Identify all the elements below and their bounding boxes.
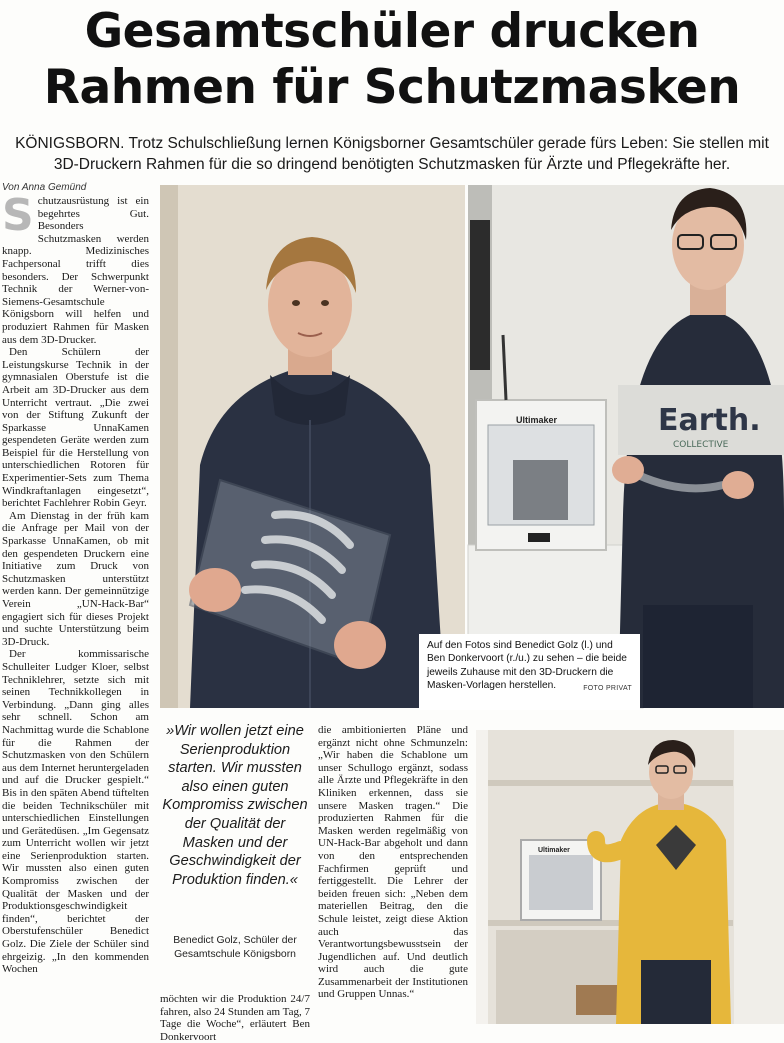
shirt-subtext: COLLECTIVE — [673, 440, 729, 450]
shirt-text: Earth. — [658, 403, 761, 438]
caption-text: Auf den Fotos sind Benedict Golz (l.) und Ben Donkervoort (r./u.) zu sehen – die beide jeweils Zuhause mit den 3D-Druckern die Masken-Vorlagen herstellen. — [427, 640, 627, 692]
article-paragraph: die ambitionierten Pläne und ergänzt nicht ohne Schmunzeln: „Wir haben die Schablone um unser Schullogo ergänzt, sodass alle Ärzte und Pflegekräfte in den Kliniken erkennen, dass sie unsere Masken tragen.“ Die produzierten Rahmen für die Masken werden regelmäßig von UN-Hack-Bar abgeholt und dann von den entsprechenden Fachfirmen geprüft und fertiggestellt. Die Lehrer der beiden freuen sich: „Neben dem materiellen Beitrag, den die Schule leistet, zeigt diese Aktion auch das Verantwortungsbewusstsein der Jugendlichen auf. Und deutlich wird auch die gute Zusammenarbeit der Institutionen und Gruppen Unnas.“ — [318, 724, 468, 1001]
photo-1-illustration — [160, 185, 465, 708]
article-column-1 — [2, 190, 149, 1024]
photo-credit: FOTO PRIVAT — [583, 685, 632, 693]
lead-paragraph: KÖNIGSBORN. Trotz Schulschließung lernen Königsborner Gesamtschüler gerade fürs Leben: Sie stellen mit 3D-Druckern Rahmen für die so dringend benötigten Schutzmasken für Ärzte und Pflegekräfte her. — [15, 135, 769, 173]
article-column-2-text: möchten wir die Produktion 24/7 fahren, also 24 Stunden am Tag, 7 Tage die Woche“, erläutert Ben Donkervoort — [160, 993, 310, 1043]
headline-line-2: Rahmen für Schutzmasken — [43, 60, 741, 115]
drop-cap: S — [2, 190, 34, 241]
printer-label-small: Ultimaker — [538, 847, 570, 854]
photo-2-illustration — [468, 185, 784, 708]
article-column-3 — [318, 724, 468, 1024]
article-paragraph: Der kommissarische Schulleiter Ludger Kloer, selbst Techniklehrer, setzte sich mit seinen Technikkollegen in Verbindung. „Dann ging alles sehr schnell. Schon am Nachmittag wurde die Schablone für die Rahmen der Schutzmasken von den Schülern aus dem Internet heruntergeladen und auf die Drucker gespielt.“ Bis in den späten Abend tüftelten die beiden Technikschüler mit unterschiedlichen Einstellungen und Gerätedüsen. „Im Gegensatz zum Unterricht wollen wir jetzt eine Serienproduktion starten. Wir mussten also einen guten Kompromiss zwischen der Qualität der Masken und der Produktionsgeschwindigkeit finden“, berichtet der Oberstufenschüler Benedict Golz. Die Ziele der Schüler sind ehrgeizig. „In den kommenden Wochen — [2, 648, 149, 976]
photo-ben-donkervoort-printer — [468, 185, 784, 708]
headline-line-1: Gesamtschüler drucken — [84, 4, 700, 59]
photo-benedict-golz — [160, 185, 465, 708]
article-paragraph: Am Dienstag in der früh kam die Anfrage per Mail von der Sparkasse UnnaKamen, ob mit den gespendeten Druckern eine Initiative zum Druck von Schutzmasken unterstützt werden kann. Der gemeinnützige Verein „UN-Hack-Bar“ engagiert sich für dieses Projekt und suchte Unterstützung beim 3D-Druck. — [2, 509, 149, 648]
headline — [0, 4, 784, 116]
photo-ben-donkervoort-shelf — [476, 730, 784, 1024]
article-paragraph: Den Schülern der Leistungskurse Technik in der gymnasialen Oberstufe ist die Arbeit am 3D-Drucker aus dem Unterricht vertraut. „Die zwei von der Stiftung Zukunft der Sparkasse UnnaKamen gespendeten Geräte werden zum Beispiel für die Herstellung von unterschiedlichen Rotoren für Experimentier-Sets zum Thema Windkraftanlagen eingesetzt“, berichtet Fachlehrer Robin Geyr. — [2, 346, 149, 510]
byline: Von Anna Gemünd — [2, 182, 87, 193]
printer-label: Ultimaker — [516, 415, 558, 425]
photo-3-illustration — [476, 730, 784, 1024]
photo-caption — [419, 634, 640, 710]
pull-quote-author: Benedict Golz, Schüler der Gesamtschule Königsborn — [173, 935, 297, 960]
article-paragraph: Schutzausrüstung ist ein begehrtes Gut. Besonders Schutzmasken werden knapp. Medizinisches Fachpersonal trifft dies besonders. Der Schwerpunkt Technik der Werner-von-Siemens-Gesamtschule Königsborn will helfen und produziert Rahmen für Masken aus dem 3D-Drucker. — [2, 190, 149, 346]
pull-quote: »Wir wollen jetzt eine Serienproduktion starten. Wir mussten also einen guten Kompromiss zwischen der Qualität der Masken und der Geschwindigkeit der Produktion finden.« — [162, 723, 308, 888]
